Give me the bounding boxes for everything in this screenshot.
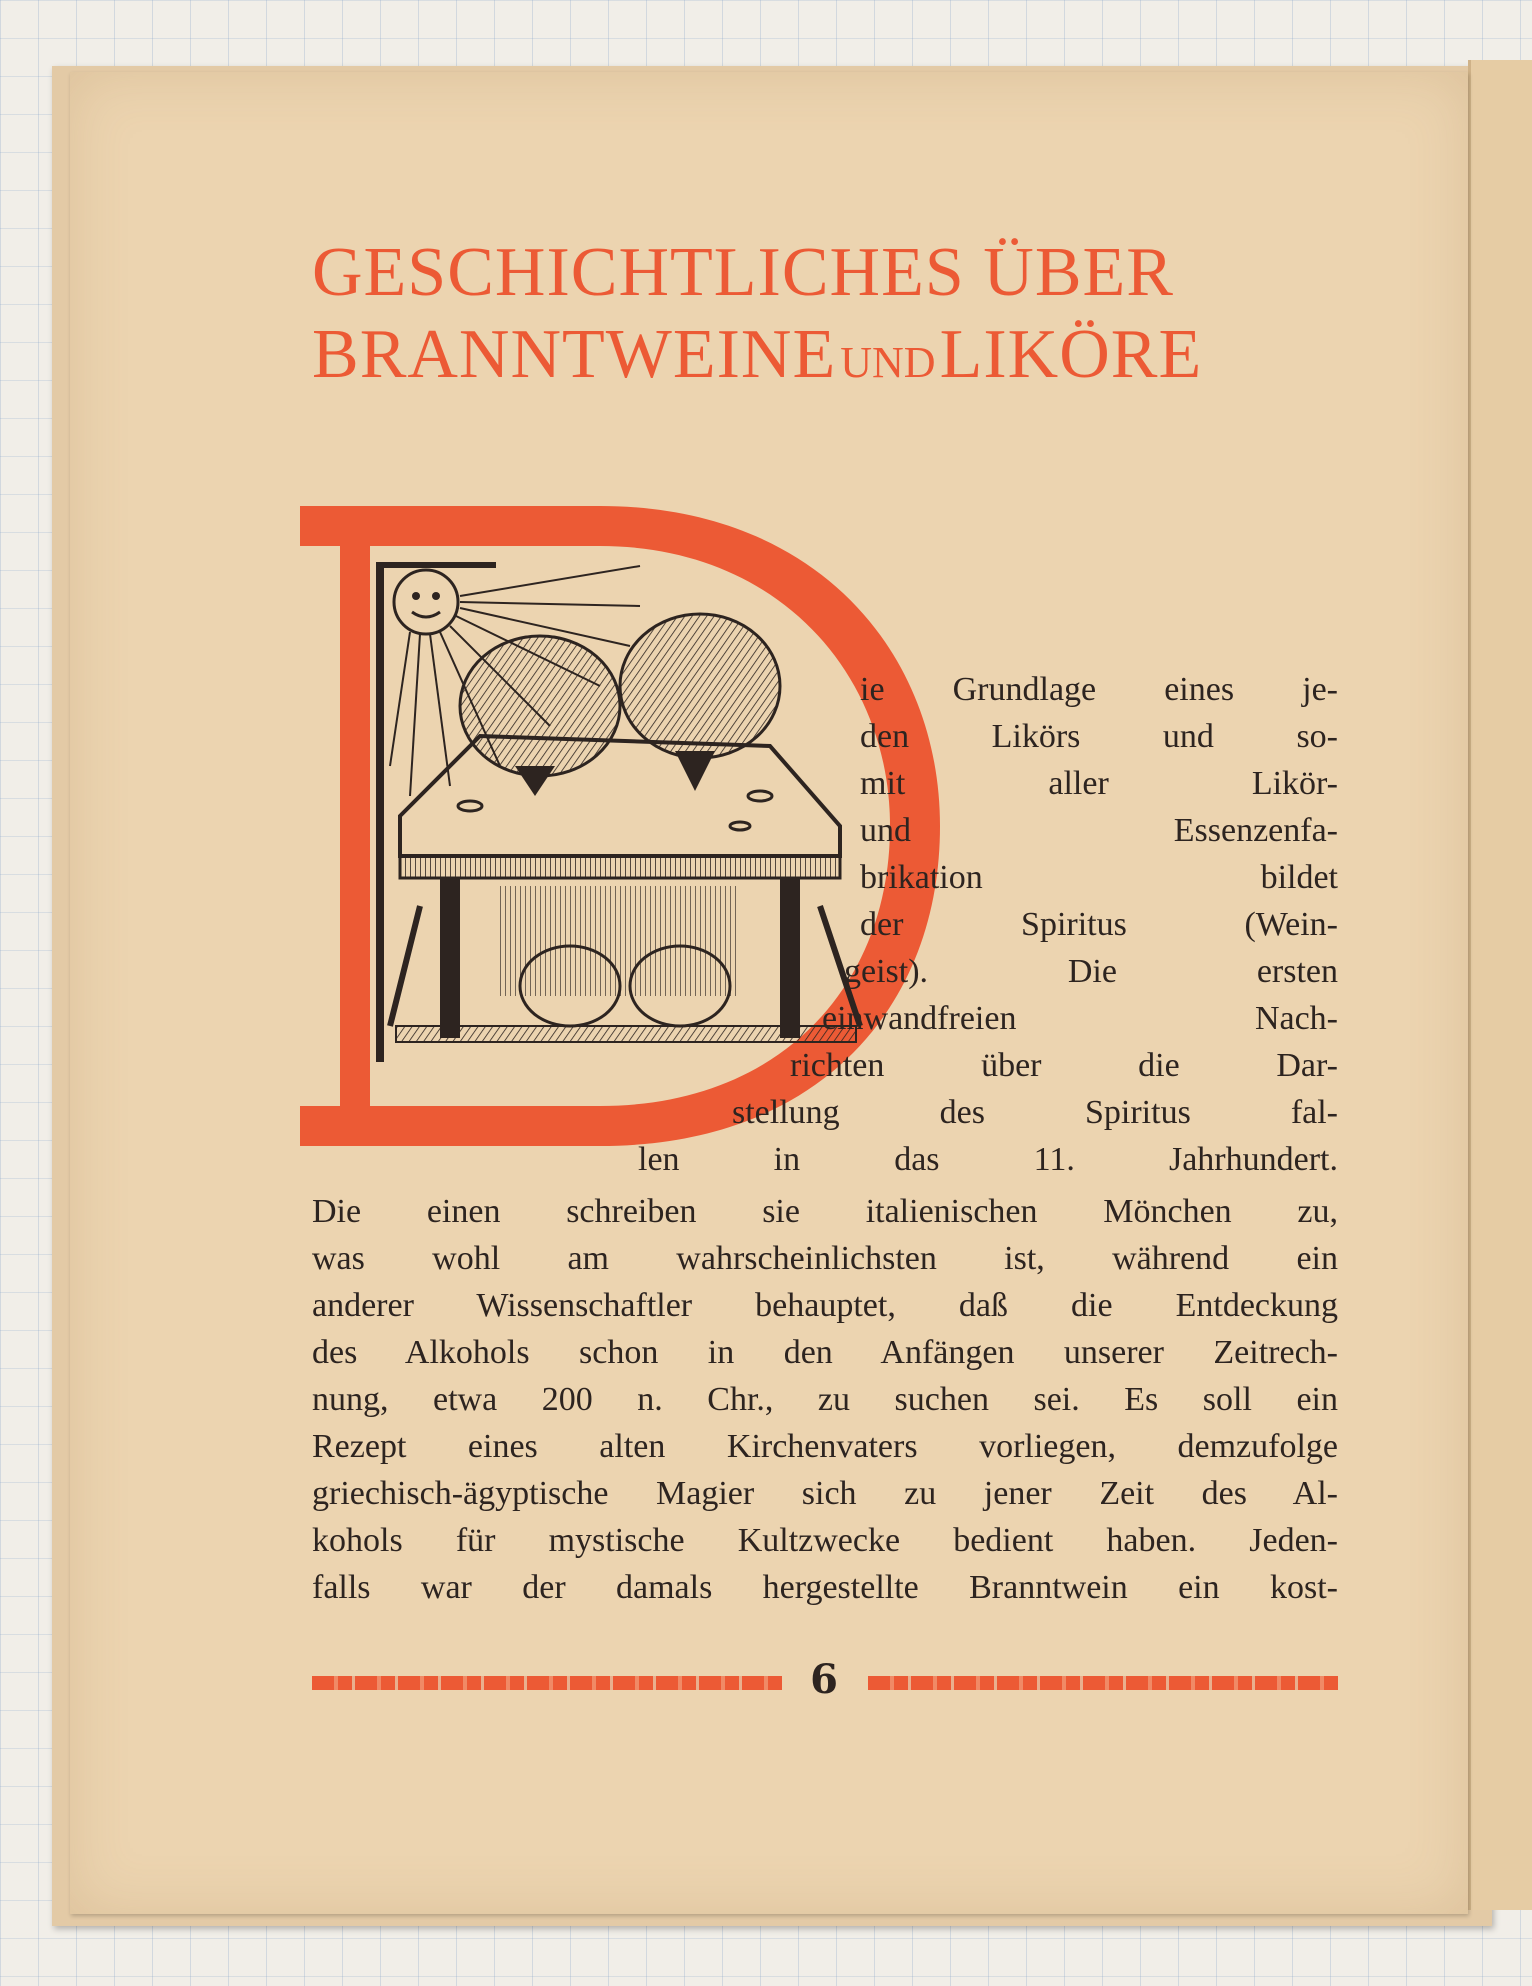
flasks-illustration [460, 614, 780, 796]
page-footer [312, 1656, 1338, 1706]
title-line-1: GESCHICHTLICHES ÜBER [312, 234, 1174, 311]
title-word-branntweine: BRANNTWEINE [312, 316, 837, 393]
page-title [312, 232, 1342, 404]
intro-paragraph-wrap [638, 666, 1338, 1183]
text-line: den Likörs und so- [860, 718, 1338, 755]
title-word-likoere: LIKÖRE [939, 316, 1203, 393]
text-line: Rezept eines alten Kirchenvaters vorliegen, demzufolge [312, 1428, 1338, 1465]
text-line: was wohl am wahrscheinlichsten ist, während ein [312, 1240, 1338, 1277]
text-line: griechisch-ägyptische Magier sich zu jener Zeit des Al- [312, 1475, 1338, 1512]
text-line: des Alkohols schon in den Anfängen unserer Zeitrech- [312, 1334, 1338, 1371]
title-connector-und: UND [840, 338, 936, 387]
title-line-2 [312, 314, 1342, 404]
main-paragraph [312, 1188, 1338, 1611]
footer-ornament-right [868, 1676, 1338, 1690]
text-line: stellung des Spiritus fal- [732, 1094, 1338, 1131]
footer-ornament-left [312, 1676, 782, 1690]
text-line: und Essenzenfa- [860, 812, 1338, 849]
page-number: 6 [810, 1656, 838, 1703]
text-line: len in das 11. Jahrhundert. [638, 1141, 1338, 1178]
text-line: falls war der damals hergestellte Branntwein ein kost- [312, 1569, 1338, 1606]
text-line: mit aller Likör- [860, 765, 1338, 802]
text-line: einwandfreien Nach- [822, 1000, 1338, 1037]
text-line: richten über die Dar- [790, 1047, 1338, 1084]
table-top [400, 736, 840, 856]
text-line: kohols für mystische Kultzwecke bedient haben. Jeden- [312, 1522, 1338, 1559]
text-line: Die einen schreiben sie italienischen Mönchen zu, [312, 1193, 1338, 1230]
text-line: anderer Wissenschaftler behauptet, daß die Entdeckung [312, 1287, 1338, 1324]
text-line: brikation bildet [860, 859, 1338, 896]
text-line: geist). Die ersten [844, 953, 1338, 990]
text-line: der Spiritus (Wein- [860, 906, 1338, 943]
text-line: ie Grundlage eines je- [860, 671, 1338, 708]
facing-page-edge [1468, 60, 1532, 1910]
text-line: nung, etwa 200 n. Chr., zu suchen sei. Es soll ein [312, 1381, 1338, 1418]
